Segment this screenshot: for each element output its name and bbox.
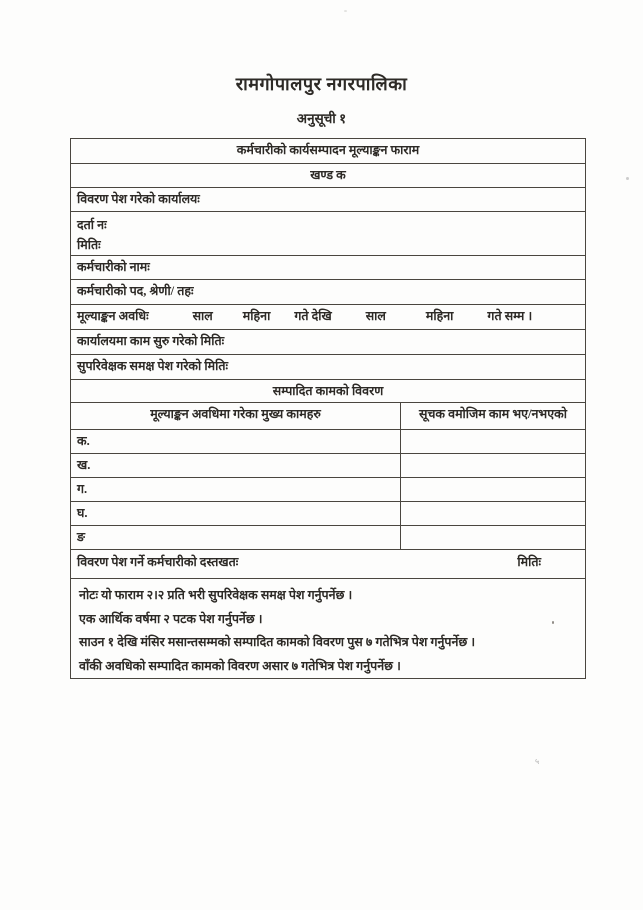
schedule-label: अनुसूची १ [296, 111, 347, 126]
section-ka-row: खण्ड क [71, 163, 585, 187]
scan-speck [344, 10, 347, 12]
notes-block [71, 578, 585, 678]
work-row-label: क. [71, 430, 401, 453]
note-line-2: एक आर्थिक वर्षमा २ पटक पेश गर्नुपर्नेछ । [79, 611, 263, 626]
eval-day-from: गते देखि [294, 309, 332, 323]
form-title-row: कर्मचारीको कार्यसम्पादन मूल्याङ्कन फाराम [236, 143, 420, 157]
work-row-label: ङ [71, 526, 401, 549]
supervisor-submission-date-row: सुपरिवेक्षक समक्ष पेश गरेको मितिः [71, 354, 585, 379]
performance-evaluation-form [70, 138, 586, 679]
work-table-column-headers [71, 402, 585, 429]
note-line-4: वाँकी अवधिको सम्पादित कामको विवरण असार ७ गतेभित्र पेश गर्नुपर्नेछ । [79, 658, 401, 673]
work-row-indicator-cell [401, 526, 585, 549]
signature-row [71, 549, 585, 578]
scan-speck [552, 621, 554, 624]
municipality-title: रामगोपालपुर नगरपालिका [235, 74, 408, 94]
eval-month-from: महिना [242, 309, 271, 323]
evaluation-period-row [71, 304, 585, 329]
note-line-3: साउन १ देखि मंसिर मसान्तसम्मको सम्पादित कामको विवरण पुस ७ गतेभित्र पेश गर्नुपर्नेछ । [79, 635, 476, 649]
eval-year-from: साल [192, 309, 213, 323]
work-row-ga [71, 477, 585, 501]
work-details-header: सम्पादित कामको विवरण [71, 379, 585, 402]
work-column-header-indicator: सूचक वमोजिम काम भए/नभएको [419, 407, 567, 421]
work-row-indicator-cell [401, 430, 585, 453]
evaluation-period-label: मूल्याङ्कन अवधिः [77, 309, 149, 323]
office-row: विवरण पेश गरेको कार्यालयः [71, 187, 585, 211]
work-row-kha [71, 453, 585, 477]
eval-month-to: महिना [425, 309, 454, 323]
note-line-1: नोटः यो फाराम २।२ प्रति भरी सुपरिवेक्षक समक्ष पेश गर्नुपर्नेछ । [79, 588, 353, 602]
work-row-indicator-cell [401, 454, 585, 477]
work-row-ka [71, 429, 585, 453]
work-column-header-main-works: मूल्याङ्कन अवधिमा गरेका मुख्य कामहरु [71, 403, 401, 429]
signature-date-label: मितिः [517, 555, 541, 569]
work-row-label: ख. [71, 454, 401, 477]
eval-day-to: गते सम्म । [487, 309, 533, 323]
work-row-nga [71, 525, 585, 549]
work-row-indicator-cell [401, 502, 585, 525]
scan-speck [626, 177, 629, 180]
signature-label: विवरण पेश गर्ने कर्मचारीको दस्तखतः [77, 555, 239, 569]
eval-year-to: साल [365, 309, 386, 323]
work-row-label: घ. [71, 502, 401, 525]
work-start-date-row: कार्यालयमा काम सुरु गरेको मितिः [71, 329, 585, 354]
work-row-indicator-cell [401, 478, 585, 501]
registration-number-label: दर्ता नः [77, 218, 107, 232]
registration-row [71, 211, 585, 255]
post-grade-row: कर्मचारीको पद, श्रेणी/ तहः [71, 279, 585, 304]
registration-date-label: मितिः [77, 238, 101, 252]
work-row-gha [71, 501, 585, 525]
faint-page-number: ५ [535, 757, 540, 766]
work-row-label: ग. [71, 478, 401, 501]
employee-name-row: कर्मचारीको नामः [71, 255, 585, 279]
